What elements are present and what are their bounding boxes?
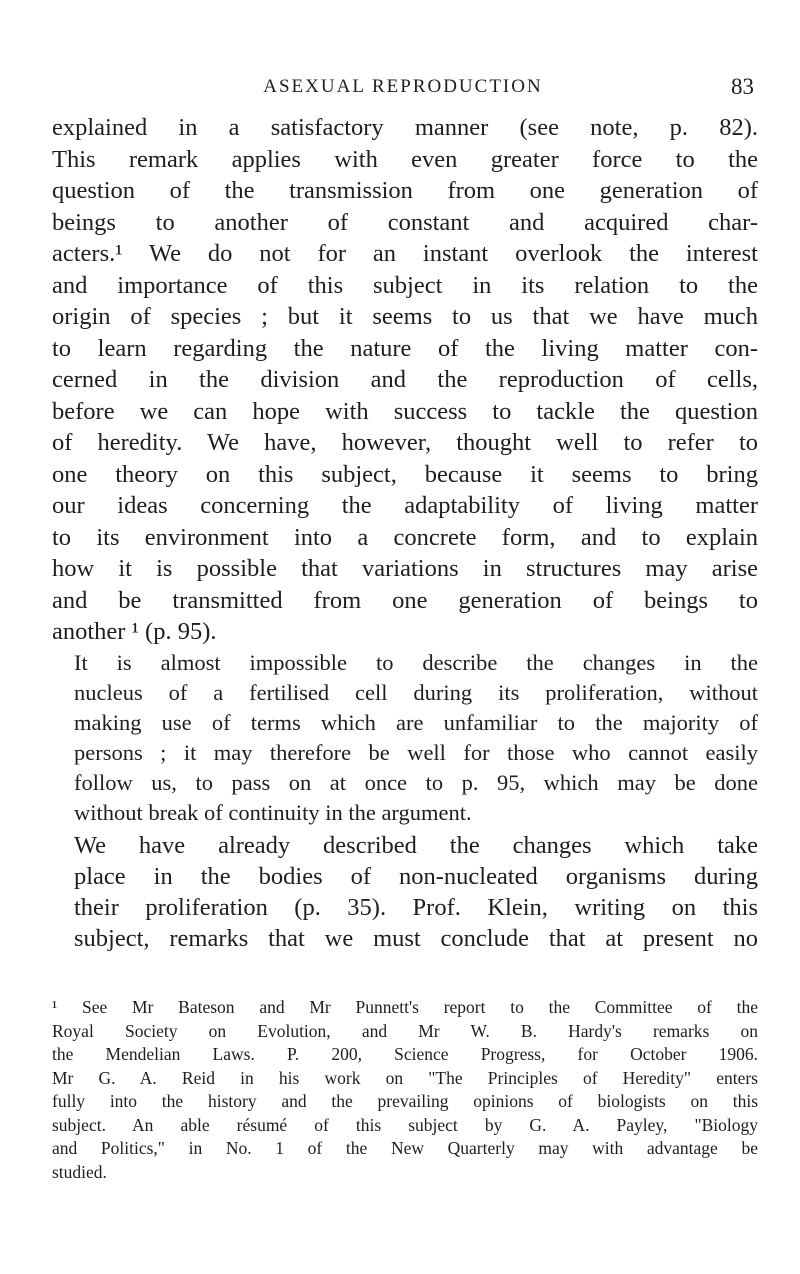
footnote-line: subject. An able résumé of this subject by G. A. Payley, "Biology	[52, 1114, 758, 1135]
text-line: to learn regarding the nature of the living matter con-	[52, 334, 758, 362]
running-head	[52, 74, 754, 104]
text-line: origin of species ; but it seems to us that we have much	[52, 303, 758, 330]
text-line: It is almost impossible to describe the changes in the	[74, 649, 758, 675]
paragraph-3	[52, 830, 758, 954]
text-line: follow us, to pass on at once to p. 95, which may be done	[74, 769, 758, 795]
text-line: place in the bodies of non-nucleated organisms during	[74, 862, 758, 890]
text-line: their proliferation (p. 35). Prof. Klein, writing on this	[74, 893, 758, 921]
footnote-line: and Politics," in No. 1 of the New Quarterly may with advantage be	[52, 1138, 758, 1158]
body-text	[52, 112, 758, 954]
text-line: before we can hope with success to tackle the question	[52, 397, 758, 425]
text-line: subject, remarks that we must conclude that at present no	[74, 924, 758, 952]
page-number: 83	[731, 74, 754, 99]
text-line: making use of terms which are unfamiliar to the majority of	[74, 709, 758, 735]
footnote	[52, 996, 758, 1184]
footnote-line: fully into the history and the prevailing opinions of biologists on this	[52, 1091, 758, 1111]
text-line: one theory on this subject, because it seems to bring	[52, 460, 758, 488]
text-line: question of the transmission from one generation of	[52, 177, 758, 204]
text-line: nucleus of a fertilised cell during its proliferation, without	[74, 679, 758, 705]
text-line: persons ; it may therefore be well for those who cannot easily	[74, 739, 758, 765]
text-line: acters.¹ We do not for an instant overlook the interest	[52, 240, 758, 267]
text-line: to its environment into a concrete form, and to explain	[52, 523, 758, 551]
text-line: explained in a satisfactory manner (see note, p. 82).	[52, 114, 758, 141]
footnote-line: Royal Society on Evolution, and Mr W. B. Hardy's remarks on	[52, 1020, 758, 1041]
text-line: how it is possible that variations in structures may arise	[52, 555, 758, 582]
footnote-line: studied.	[52, 1161, 107, 1182]
text-line: This remark applies with even greater force to the	[52, 145, 758, 173]
text-line: and importance of this subject in its relation to the	[52, 271, 758, 299]
text-line: our ideas concerning the adaptability of living matter	[52, 492, 758, 519]
text-line: and be transmitted from one generation of beings to	[52, 586, 758, 614]
paragraph-1	[52, 112, 758, 648]
running-title: ASEXUAL REPRODUCTION	[263, 76, 543, 97]
footnote-line: Mr G. A. Reid in his work on "The Principles of Heredity" enters	[52, 1067, 758, 1088]
continued-text	[52, 648, 758, 954]
text-line: without break of continuity in the argument.	[74, 799, 472, 825]
footnote-line: the Mendelian Laws. P. 200, Science Progress, for October 1906.	[52, 1044, 758, 1064]
text-line: cerned in the division and the reproduction of cells,	[52, 366, 758, 393]
text-line: of heredity. We have, however, thought well to refer to	[52, 429, 758, 456]
footnote-line: ¹ See Mr Bateson and Mr Punnett's report to the Committee of the	[52, 997, 758, 1017]
text-line: beings to another of constant and acquired char-	[52, 208, 758, 236]
paragraph-2	[52, 648, 758, 828]
text-line: We have already described the changes which take	[74, 831, 758, 859]
text-line: another ¹ (p. 95).	[52, 618, 217, 645]
